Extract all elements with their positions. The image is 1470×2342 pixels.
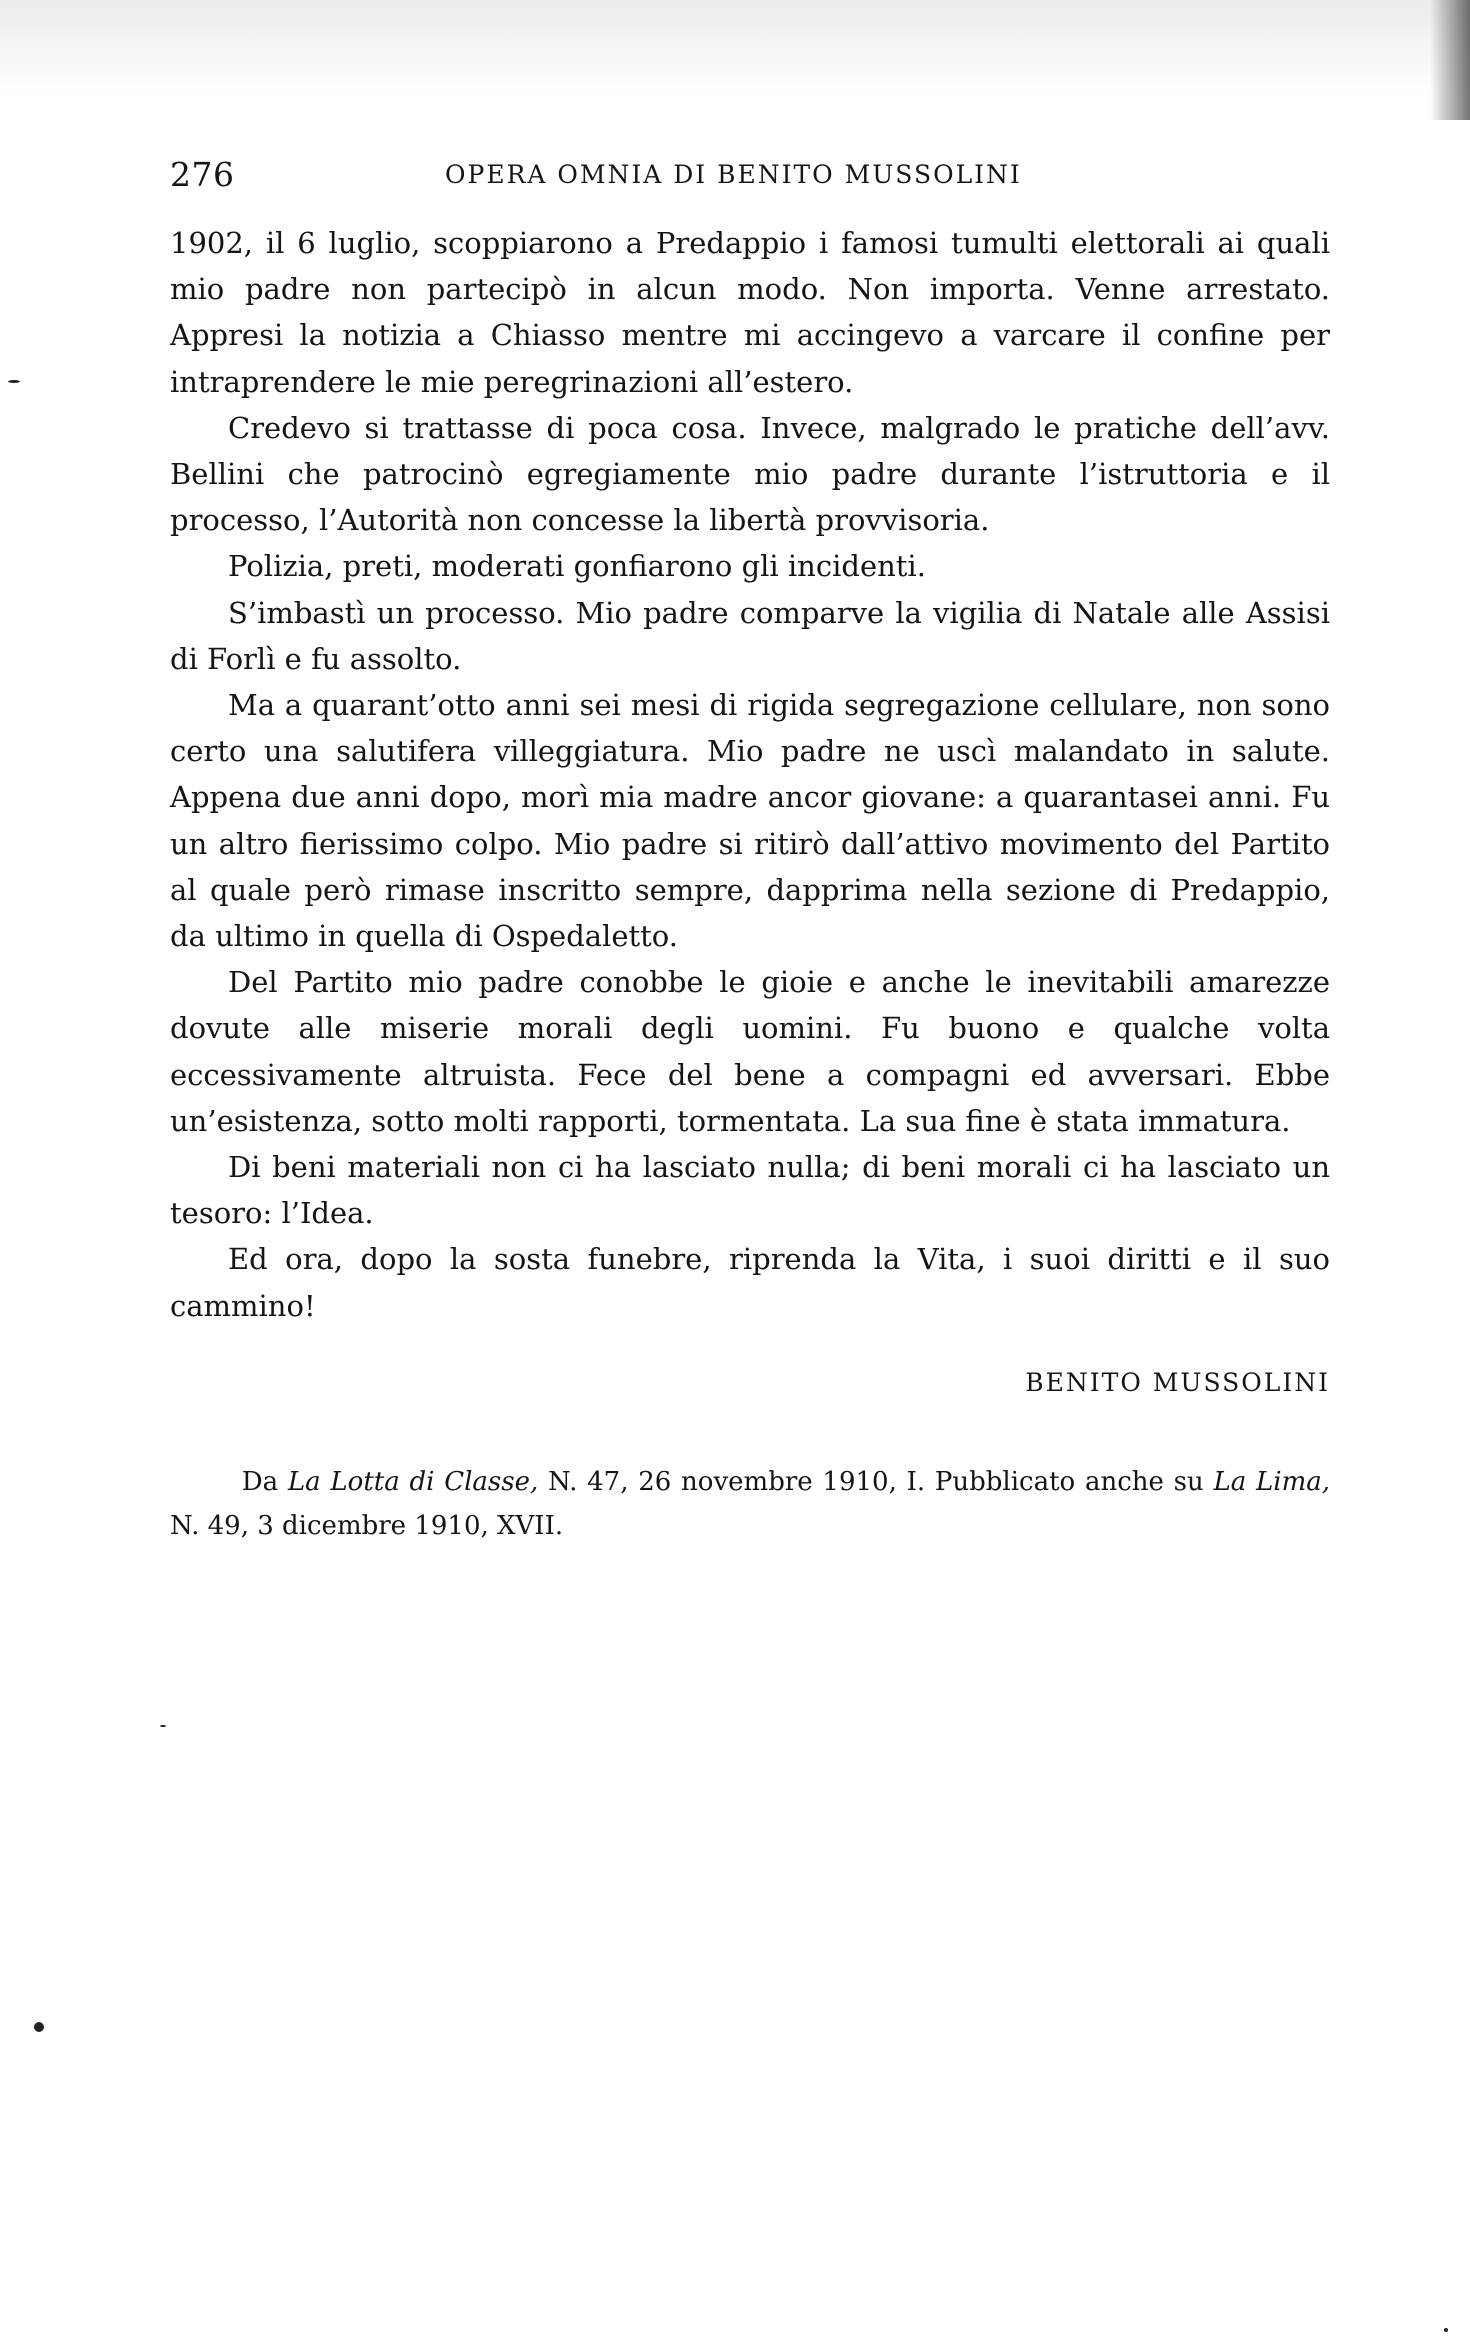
source-title-1: La Lotta di Classe,	[287, 1467, 539, 1497]
source-reference-2: N. 49, 3 dicembre 1910, XVII.	[170, 1511, 564, 1541]
body-text	[170, 220, 1330, 1329]
paragraph: Polizia, preti, moderati gonfiarono gli incidenti.	[228, 549, 926, 584]
paragraph: 1902, il 6 luglio, scoppiarono a Predappio i famosi tumulti elettorali ai quali mio padre non partecipò in alcun modo. Non importa. Venne arrestato. Appresi la notizia a Chiasso mentre mi accingevo a varcare il confine per intraprendere le mie peregrinazioni all’estero.	[170, 226, 1330, 399]
paragraph: Del Partito mio padre conobbe le gioie e anche le inevitabili amarezze dovute alle miserie morali degli uomini. Fu buono e qualche volta eccessivamente altruista. Fece del bene a compagni ed avversari. Ebbe un’esistenza, sotto molti rapporti, tormentata. La sua fine è stata immatura.	[170, 965, 1330, 1138]
source-note	[170, 1460, 1330, 1548]
signature: BENITO MUSSOLINI	[1025, 1368, 1330, 1397]
source-reference-1: N. 47, 26 novembre 1910, I. Pubblicato anche su	[548, 1467, 1204, 1497]
paragraph: Ed ora, dopo la sosta funebre, riprenda la Vita, i suoi diritti e il suo cammino!	[170, 1242, 1330, 1323]
ink-speck	[1444, 2328, 1448, 2332]
ink-dot	[34, 2022, 44, 2032]
page-number: 276	[170, 155, 235, 194]
paragraph: Credevo si trattasse di poca cosa. Invece, malgrado le pratiche dell’avv. Bellini che patrocinò egregiamente mio padre durante l’istruttoria e il processo, l’Autorità non concesse la libertà provvisoria.	[170, 410, 1330, 538]
source-prefix: Da	[241, 1467, 279, 1497]
ink-speck	[160, 1725, 166, 1727]
scan-shadow	[0, 0, 1470, 95]
paragraph: S’imbastì un processo. Mio padre comparve la vigilia di Natale alle Assisi di Forlì e fu assolto.	[170, 595, 1330, 676]
source-title-2: La Lima,	[1213, 1467, 1331, 1497]
paragraph: Di beni materiali non ci ha lasciato nulla; di beni morali ci ha lasciato un tesoro: l’Idea.	[170, 1150, 1330, 1231]
scan-edge-shadow	[1430, 0, 1470, 120]
page-header	[170, 150, 1330, 200]
running-head: OPERA OMNIA DI BENITO MUSSOLINI	[445, 160, 1022, 189]
paragraph: Ma a quarant’otto anni sei mesi di rigida segregazione cellulare, non sono certo una salutifera villeggiatura. Mio padre ne uscì malandato in salute. Appena due anni dopo, morì mia madre ancor giovane: a quarantasei anni. Fu un altro fierissimo colpo. Mio padre si ritirò dall’attivo movimento del Partito al quale però rimase inscritto sempre, dapprima nella sezione di Predappio, da ultimo in quella di Ospedaletto.	[170, 688, 1330, 954]
ink-speck	[8, 380, 20, 383]
